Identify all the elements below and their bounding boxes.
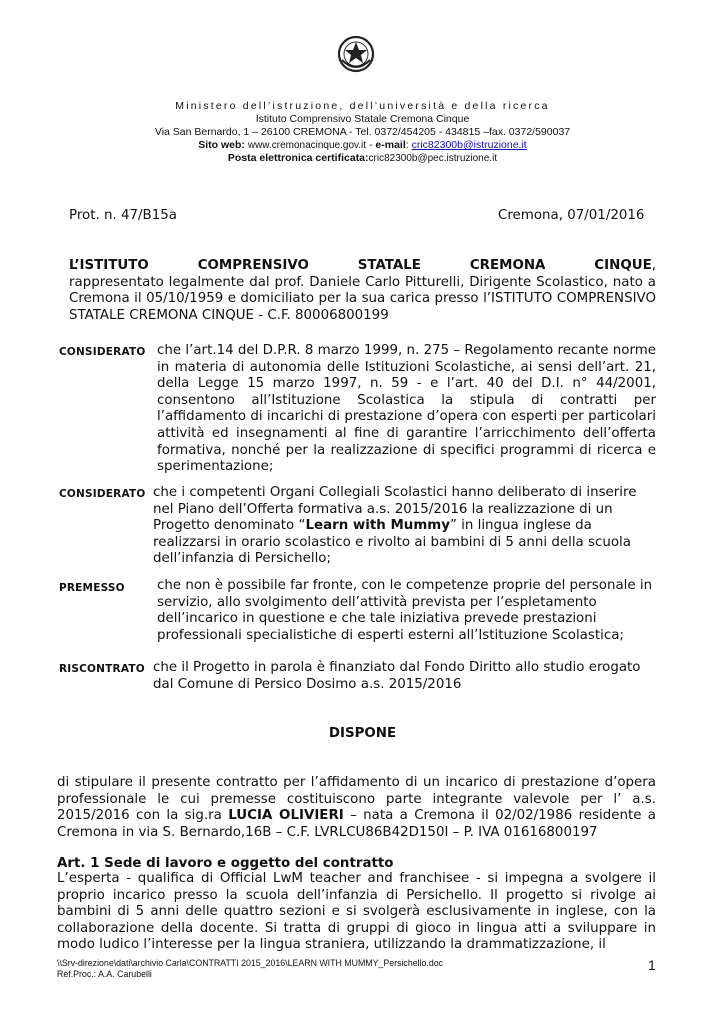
clause-text-before: che i competenti Organi Collegiali Scolastici hanno deliberato di inserire nel Piano dell’Offerta formativa a.s. 2015/2016 la realizzazione di un Progetto denominato “ bbox=[153, 485, 637, 534]
article-1-title: Art. 1 Sede di lavoro e oggetto del contratto bbox=[57, 856, 394, 871]
contract-text-before: di stipulare il presente contratto per l’affidamento di un incarico di prestazione d’opera professionale le cui premesse costituiscono parte integrante valevole per l’ a.s. 2015/2016 con la sig.ra bbox=[57, 775, 656, 824]
institute-name: Istituto Comprensivo Statale Cremona Cinque bbox=[255, 113, 470, 125]
clause-text: che il Progetto in parola è finanziato dal Fondo Diritto allo studio erogato dal Comune di Persico Dosimo a.s. 2015/2016 bbox=[153, 660, 641, 692]
institute-party-name: L’ISTITUTO COMPRENSIVO STATALE CREMONA CINQUE bbox=[69, 258, 652, 273]
article-1-text: L’esperta - qualifica di Official LwM teacher and franchisee - si impegna a svolgere il proprio incarico presso la scuola dell’infanzia di Persichello. Il progetto si rivolge ai bambini di 5 anni delle quattro sezioni e si svolgerà esclusivamente in inglese, con la collaborazione della docente. Si tratta di gruppi di gioco in lingua atti a sviluppare in modo ludico l’interesse per la lingua straniera, utilizzando la drammatizzazione, il bbox=[57, 871, 656, 953]
project-name: Learn with Mummy bbox=[305, 518, 450, 534]
web-contacts: Sito web: www.cremonacinque.gov.it - e-mail: cric82300b@istruzione.it bbox=[198, 139, 527, 151]
page-number: 1 bbox=[648, 957, 656, 973]
clause-label: CONSIDERATO bbox=[59, 488, 146, 500]
procedure-reference: Ref.Proc.: A.A. Carubelli bbox=[57, 968, 152, 979]
protocol-number: Prot. n. 47/B15a bbox=[69, 208, 177, 223]
clause-label: CONSIDERATO bbox=[59, 346, 146, 358]
email-label: e-mail bbox=[375, 139, 406, 151]
clause-label: PREMESSO bbox=[59, 582, 125, 594]
site-label: Sito web bbox=[198, 139, 242, 151]
file-path: \\Srv-direzione\dati\archivio Carla\CONTRATTI 2015_2016\LEARN WITH MUMMY_Persichello.doc bbox=[57, 958, 444, 968]
ministry-line: Ministero dell’istruzione, dell’università e della ricerca bbox=[175, 100, 550, 112]
intro-paragraph bbox=[69, 258, 656, 324]
italian-republic-emblem-icon bbox=[336, 34, 376, 74]
clause-text: che non è possibile far fronte, con le competenze proprie del personale in servizio, allo svolgimento dell’attività prevista per l’espletamento dell’incarico in questione e che tale iniziativa prevede prestazioni professionali specialistiche di esperti esterni all’Istituzione Scolastica; bbox=[157, 578, 653, 643]
clause-text-after: ” in lingua inglese da realizzarsi in orario scolastico e rivolto ai bambini di 5 anni della scuola dell’infanzia di Persichello; bbox=[153, 518, 631, 567]
institute-address: Via San Bernardo, 1 – 26100 CREMONA - Tel. 0372/454205 - 434815 –fax. 0372/590037 bbox=[154, 126, 571, 138]
clause-text bbox=[153, 485, 650, 568]
dispone-heading: DISPONE bbox=[328, 726, 397, 741]
site-url[interactable]: www.cremonacinque.gov.it bbox=[247, 140, 367, 151]
intro-text: , rappresentato legalmente dal prof. Daniele Carlo Pitturelli, Dirigente Scolastico, nato a Cremona il 05/10/1959 e domiciliato per la sua carica presso l’ISTITUTO COMPRENSIVO STATALE CREMONA CINQUE - C.F. 80006800199 bbox=[69, 258, 656, 323]
footer bbox=[57, 958, 443, 979]
pec-address[interactable]: cric82300b@pec.istruzione.it bbox=[368, 153, 498, 164]
contract-text-after: – nata a Cremona il 02/02/1986 residente a Cremona in via S. Bernardo,16B – C.F. LVRLCU86B42D150I – P. IVA 01616800197 bbox=[57, 808, 657, 840]
place-date: Cremona, 07/01/2016 bbox=[498, 208, 645, 223]
contractor-name: LUCIA OLIVIERI bbox=[228, 808, 344, 824]
contract-paragraph bbox=[57, 775, 656, 841]
clause-text: che l’art.14 del D.P.R. 8 marzo 1999, n. 275 – Regolamento recante norme in materia di autonomia delle Istituzioni Scolastiche, ai sensi dell’art. 21, della Legge 15 marzo 1997, n. 59 - e l’art. 40 del D.I. n° 44/2001, consentono all’Istituzione Scolastica la stipula di contratti per l’affidamento di incarichi di prestazione d’opera con esperti per particolari attività ed insegnamenti al fine di garantire l’arricchimento dell’offerta formativa, nonché per la realizzazione di specifici programmi di ricerca e sperimentazione; bbox=[157, 343, 656, 475]
clause-label: RISCONTRATO bbox=[59, 663, 145, 675]
email-link[interactable]: cric82300b@istruzione.it bbox=[411, 139, 527, 151]
pec-line: Posta elettronica certificata:cric82300b@pec.istruzione.it bbox=[227, 152, 498, 164]
pec-label: Posta elettronica certificata bbox=[227, 152, 366, 164]
